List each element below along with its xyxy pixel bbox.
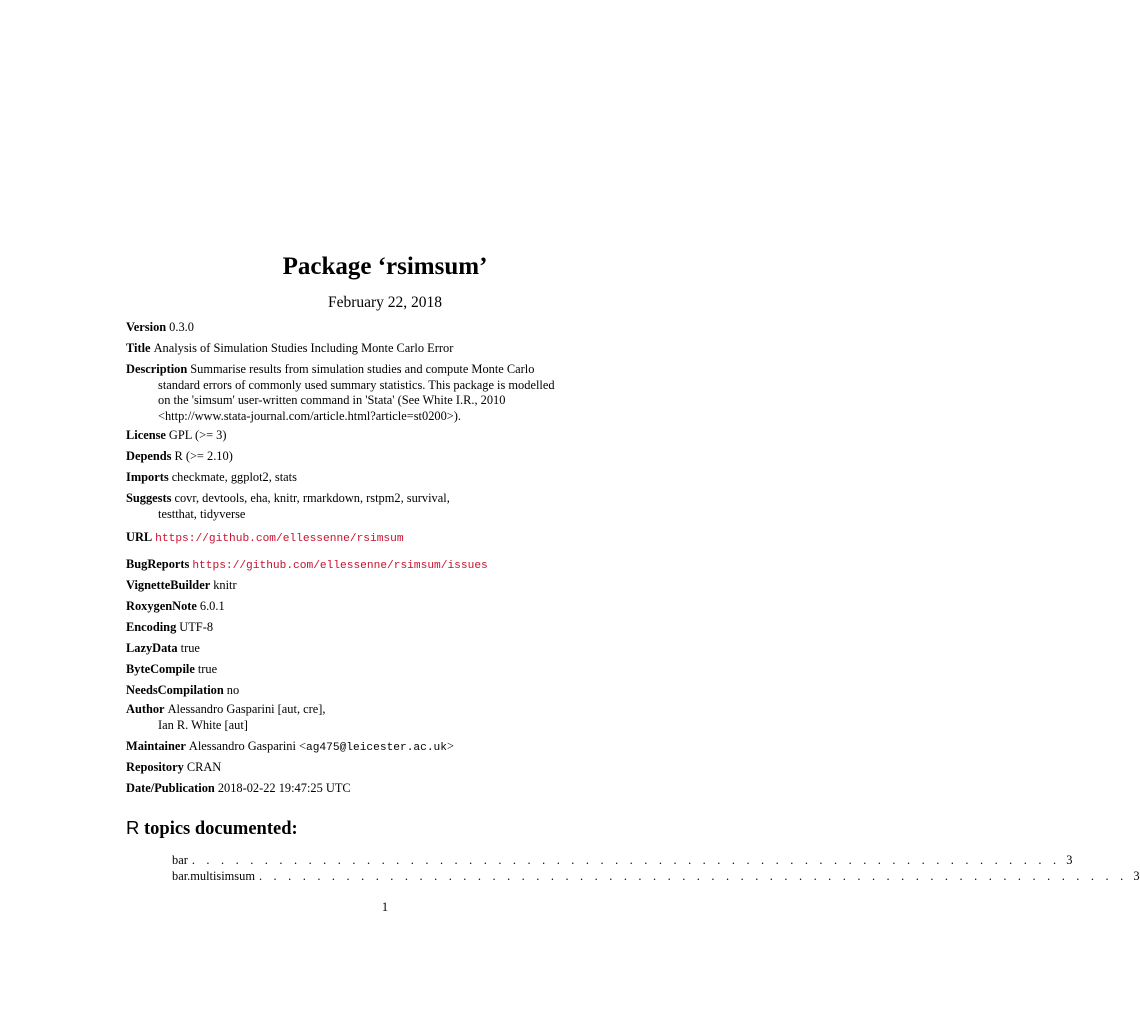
field-link[interactable]: https://github.com/ellessenne/rsimsum/issues — [192, 560, 488, 572]
field-maintainer — [126, 739, 646, 757]
field-value: standard errors of commonly used summary statistics. This package is modelled — [158, 377, 555, 392]
field-key: Encoding — [126, 620, 177, 634]
field-value: on the 'simsum' user-written command in 'Stata' (See White I.R., 2010 — [158, 393, 506, 407]
field-key: VignetteBuilder — [126, 578, 211, 592]
toc-entry[interactable] — [172, 868, 1140, 884]
field-key: URL — [126, 530, 153, 544]
field-key: Imports — [126, 470, 169, 484]
field-title — [126, 341, 646, 357]
section-title: topics documented: — [144, 819, 298, 839]
field-key: Suggests — [126, 491, 172, 505]
maintainer-name: Alessandro Gasparini < — [188, 739, 306, 753]
field-key: Description — [126, 362, 188, 376]
field-value: UTF-8 — [179, 620, 214, 634]
field-suggests — [126, 491, 646, 522]
field-value: 2018-02-22 19:47:25 UTC — [217, 781, 351, 795]
field-imports — [126, 470, 646, 486]
field-value: true — [197, 662, 218, 676]
toc-entry-page: 3 — [1066, 853, 1073, 867]
toc-entry-name: bar.multisimsum — [172, 869, 255, 883]
field-value: true — [180, 641, 200, 655]
field-depends — [126, 449, 646, 465]
field-value: CRAN — [186, 760, 222, 774]
field-value: 0.3.0 — [169, 320, 194, 334]
toc-entry-page: 3 — [1133, 869, 1140, 883]
field-roxygennote — [126, 599, 646, 615]
field-url — [126, 530, 646, 548]
field-key: Version — [126, 320, 167, 334]
publication-date: February 22, 2018 — [327, 294, 443, 311]
field-value: checkmate, ggplot2, stats — [171, 470, 297, 484]
field-needscompilation — [126, 683, 646, 699]
field-repository — [126, 760, 646, 776]
field-key: Author — [126, 702, 165, 716]
field-link[interactable]: https://github.com/ellessenne/rsimsum — [155, 533, 404, 545]
page-title: Package ‘rsimsum’ — [282, 253, 488, 280]
field-key: Maintainer — [126, 739, 186, 753]
field-value: Analysis of Simulation Studies Including Monte Carlo Error — [153, 341, 454, 355]
field-license — [126, 428, 646, 444]
field-version — [126, 320, 646, 336]
field-key: ByteCompile — [126, 662, 195, 676]
field-key: License — [126, 428, 166, 442]
section-heading — [126, 816, 298, 841]
field-key: RoxygenNote — [126, 599, 197, 613]
maintainer-email-close: > — [447, 739, 454, 753]
field-lazydata — [126, 641, 646, 657]
field-value: GPL (>= 3) — [168, 428, 227, 442]
field-value: Summarise results from simulation studies and compute Monte Carlo — [190, 362, 535, 376]
field-key: NeedsCompilation — [126, 683, 224, 697]
field-key: Repository — [126, 760, 184, 774]
field-key: Depends — [126, 449, 172, 463]
maintainer-email: ag475@leicester.ac.uk — [306, 742, 447, 754]
field-value: Ian R. White [aut] — [158, 717, 248, 732]
field-key: Title — [126, 341, 151, 355]
field-value — [186, 739, 454, 753]
field-key: LazyData — [126, 641, 178, 655]
field-bytecompile — [126, 662, 646, 678]
field-value: knitr — [213, 578, 237, 592]
field-value: R (>= 2.10) — [174, 449, 233, 463]
field-value: <http://www.stata-journal.com/article.html?article=st0200>). — [158, 408, 461, 423]
field-author — [126, 702, 646, 733]
field-encoding — [126, 620, 646, 636]
field-value: no — [226, 683, 240, 697]
toc-entry-name: bar — [172, 853, 188, 867]
toc-leader-dots: . . . . . . . . . . . . . . . . . . . . . . . . . . . . . . . . . . . . . . . . . . . . . . . . . . . . . . . . . . . . — [258, 869, 1128, 883]
field-date-publication — [126, 781, 646, 797]
page-number: 1 — [381, 900, 389, 914]
field-value: Alessandro Gasparini [aut, cre], — [167, 702, 326, 716]
toc-entry[interactable] — [172, 852, 1073, 868]
field-key: Date/Publication — [126, 781, 215, 795]
r-logo-letter: R — [126, 817, 140, 838]
field-value: covr, devtools, eha, knitr, rmarkdown, rstpm2, survival, — [174, 491, 450, 505]
field-value: 6.0.1 — [199, 599, 225, 613]
field-key: BugReports — [126, 557, 190, 571]
field-vignettebuilder — [126, 578, 646, 594]
field-value: testthat, tidyverse — [158, 506, 246, 521]
field-bugreports — [126, 557, 646, 575]
toc-leader-dots: . . . . . . . . . . . . . . . . . . . . . . . . . . . . . . . . . . . . . . . . . . . . . . . . . . . . . . . . . . . . — [191, 853, 1061, 867]
field-description — [126, 362, 646, 424]
